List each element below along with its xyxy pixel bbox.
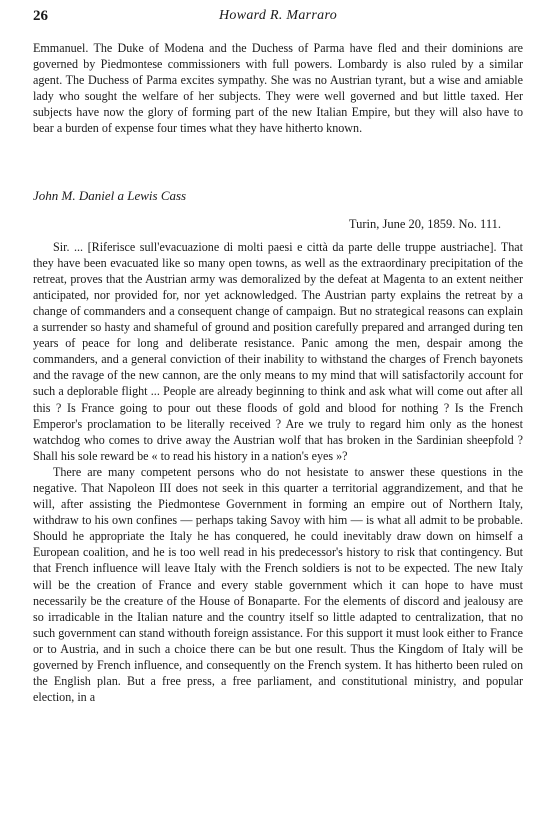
document-page [33, 0, 523, 705]
letter-heading: John M. Daniel a Lewis Cass [33, 187, 187, 203]
continued-paragraph: Emmanuel. The Duke of Modena and the Duchess of Parma have fled and their dominions are governed by Piedmontese commissioners with full powers. Lombardy is also ruled by a similar agent. The Duchess of Parma excites sympathy. She was no Austrian tyrant, but a wise and amiable lady who sought the welfare of her subjects. They were well governed and but little taxed. Her subjects have now the glory of forming part of the new Italian Empire, but they will also have to bear a burden of expense four times what they have hitherto known. [33, 41, 523, 136]
running-head: Howard R. Marraro [218, 8, 338, 23]
letter-dateline: Turin, June 20, 1859. No. 111. [348, 216, 501, 231]
letter-section [33, 187, 523, 706]
page-header [33, 0, 523, 34]
letter-body [33, 239, 523, 706]
letter-paragraph: Sir. ... [Riferisce sull'evacuazione di molti paesi e città da parte delle truppe austriache]. That they have been evacuated like so many open towns, as well as the extraordinary precipitation of the retreat, proves that the Austrian army was demoralized by the defeat at Magenta to an extent neither anticipated, nor provided for, nor yet acknowledged. The Austrian party explains the retreat by a change of commanders and a consequent change of campaign. But no strategical reasons can explain a surrender so hasty and shameful of ground and position carefully prepared and arranged during ten years of peace for long and deliberate resistance. Panic among the men, despair among the commanders, and a general conviction of their inability to withstand the charges of French bayonets and the ravage of the new cannon, are the only means to my mind that will satisfactorily account for such a deplorable flight ... People are already beginning to think and ask what will come out after all this ? Is France going to pour out these floods of gold and blood for nothing ? Is the French Emperor's proclamation to be literally received ? Are we truly to regard him only as the honest watchdog who comes to drive away the Austrian wolf that has broken in the Sardinian sheepfold ? Shall his sole reward be « to read his history in a nation's eyes »? [33, 239, 523, 463]
letter-paragraph: There are many competent persons who do not hesistate to answer these questions in the negative. That Napoleon III does not seek in this quarter a territorial aggrandizement, and that he will, after assisting the Piedmontese Government in forming an empire out of Northern Italy, withdraw to his own confines — perhaps taking Savoy with him — is what all admit to be probable. Should he appropriate the Italy he has conquered, he could inevitably draw down on himself a European coalition, and he is too well read in his predecessor's history to risk that contingency. But that French influence will leave Italy with the French soldiers is not to be expected. The new Italy will be the creation of France and every stable government which it can hope to have must necessarily be the creature of the House of Bonaparte. For the elements of discord and jealousy are so irradicable in the Italian nature and the country itself so little adapted to centralization, that no such government can stand withouth foreign assistance. For this support it must look either to France or to Austria, and in such a choice there can be but one result. Thus the Kingdom of Italy will be governed by French influence, and consequently on the French system. It has hitherto been ruled on the English plan. But a free press, a free parliament, and constitutional ministry, and popular election, in a [33, 464, 523, 705]
page-number: 26 [33, 8, 48, 24]
